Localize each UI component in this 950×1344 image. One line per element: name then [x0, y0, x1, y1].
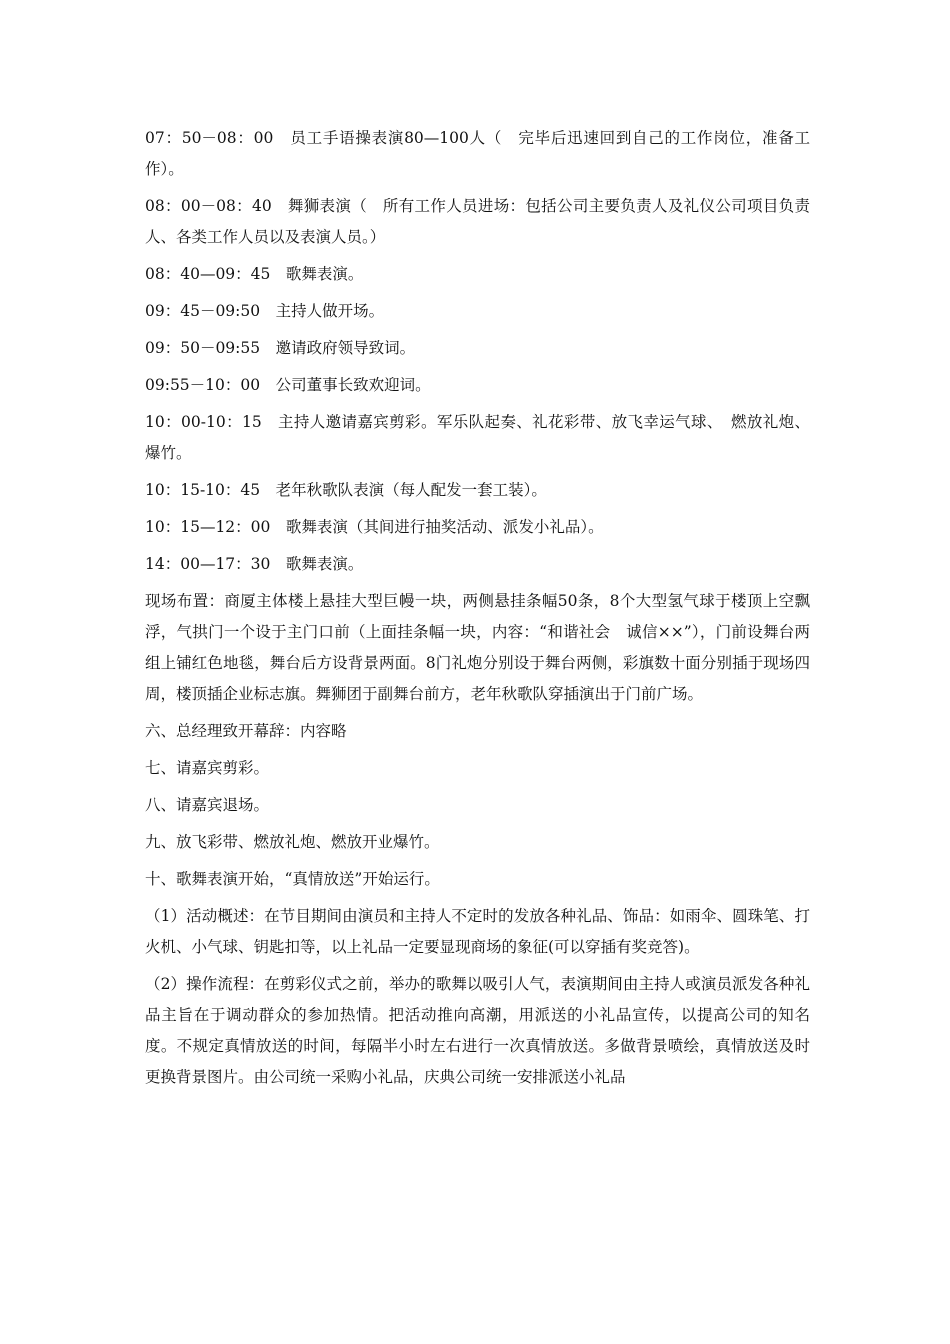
schedule-item-0955: 09:55－10：00 公司董事长致欢迎词。	[145, 376, 431, 394]
schedule-item-0950: 09：50－09:55 邀请政府领导致词。	[145, 339, 416, 357]
schedule-item-1015-b: 10：15—12：00 歌舞表演（其间进行抽奖活动、派发小礼品）。	[145, 518, 604, 536]
section-seven: 七、请嘉宾剪彩。	[145, 759, 270, 777]
section-eight: 八、请嘉宾退场。	[145, 796, 270, 814]
schedule-item-0840: 08：40—09：45 歌舞表演。	[145, 265, 364, 283]
section-nine: 九、放飞彩带、燃放礼炮、燃放开业爆竹。	[145, 833, 440, 851]
section-ten: 十、歌舞表演开始，“真情放送”开始运行。	[145, 870, 440, 888]
schedule-item-1000: 10：00-10：15 主持人邀请嘉宾剪彩。军乐队起奏、礼花彩带、放飞幸运气球、 燃放礼炮、爆竹。	[145, 413, 810, 462]
section-six: 六、总经理致开幕辞：内容略	[145, 722, 347, 740]
activity-overview: （1）活动概述：在节目期间由演员和主持人不定时的发放各种礼品、饰品：如雨伞、圆珠笔、打火机、小气球、钥匙扣等，以上礼品一定要显现商场的象征(可以穿插有奖竞答)。	[145, 907, 810, 956]
site-layout-paragraph: 现场布置：商厦主体楼上悬挂大型巨幔一块，两侧悬挂条幅50条，8个大型氢气球于楼顶上空飘浮，气拱门一个设于主门口前（上面挂条幅一块，内容：“和谐社会 诚信××”），门前设舞台两组上铺红色地毯，舞台后方设背景两面。8门礼炮分别设于舞台两侧，彩旗数十面分别插于现场四周，楼顶插企业标志旗。舞狮团于副舞台前方，老年秋歌队穿插演出于门前广场。	[145, 592, 810, 703]
schedule-item-0800: 08：00－08：40 舞狮表演（ 所有工作人员进场：包括公司主要负责人及礼仪公司项目负责人、各类工作人员以及表演人员。）	[145, 197, 810, 246]
schedule-item-0945: 09：45－09:50 主持人做开场。	[145, 302, 385, 320]
schedule-item-0750: 07：50－08：00 员工手语操表演80—100人（ 完毕后迅速回到自己的工作岗位，准备工作）。	[145, 129, 810, 178]
document-body	[145, 123, 810, 1099]
operation-process: （2）操作流程：在剪彩仪式之前，举办的歌舞以吸引人气，表演期间由主持人或演员派发各种礼品主旨在于调动群众的参加热情。把活动推向高潮，用派送的小礼品宣传，以提高公司的知名度。不规定真情放送的时间，每隔半小时左右进行一次真情放送。多做背景喷绘，真情放送及时更换背景图片。由公司统一采购小礼品，庆典公司统一安排派送小礼品	[145, 975, 810, 1086]
schedule-item-1400: 14：00—17：30 歌舞表演。	[145, 555, 364, 573]
schedule-item-1015-a: 10：15-10：45 老年秋歌队表演（每人配发一套工装）。	[145, 481, 547, 499]
